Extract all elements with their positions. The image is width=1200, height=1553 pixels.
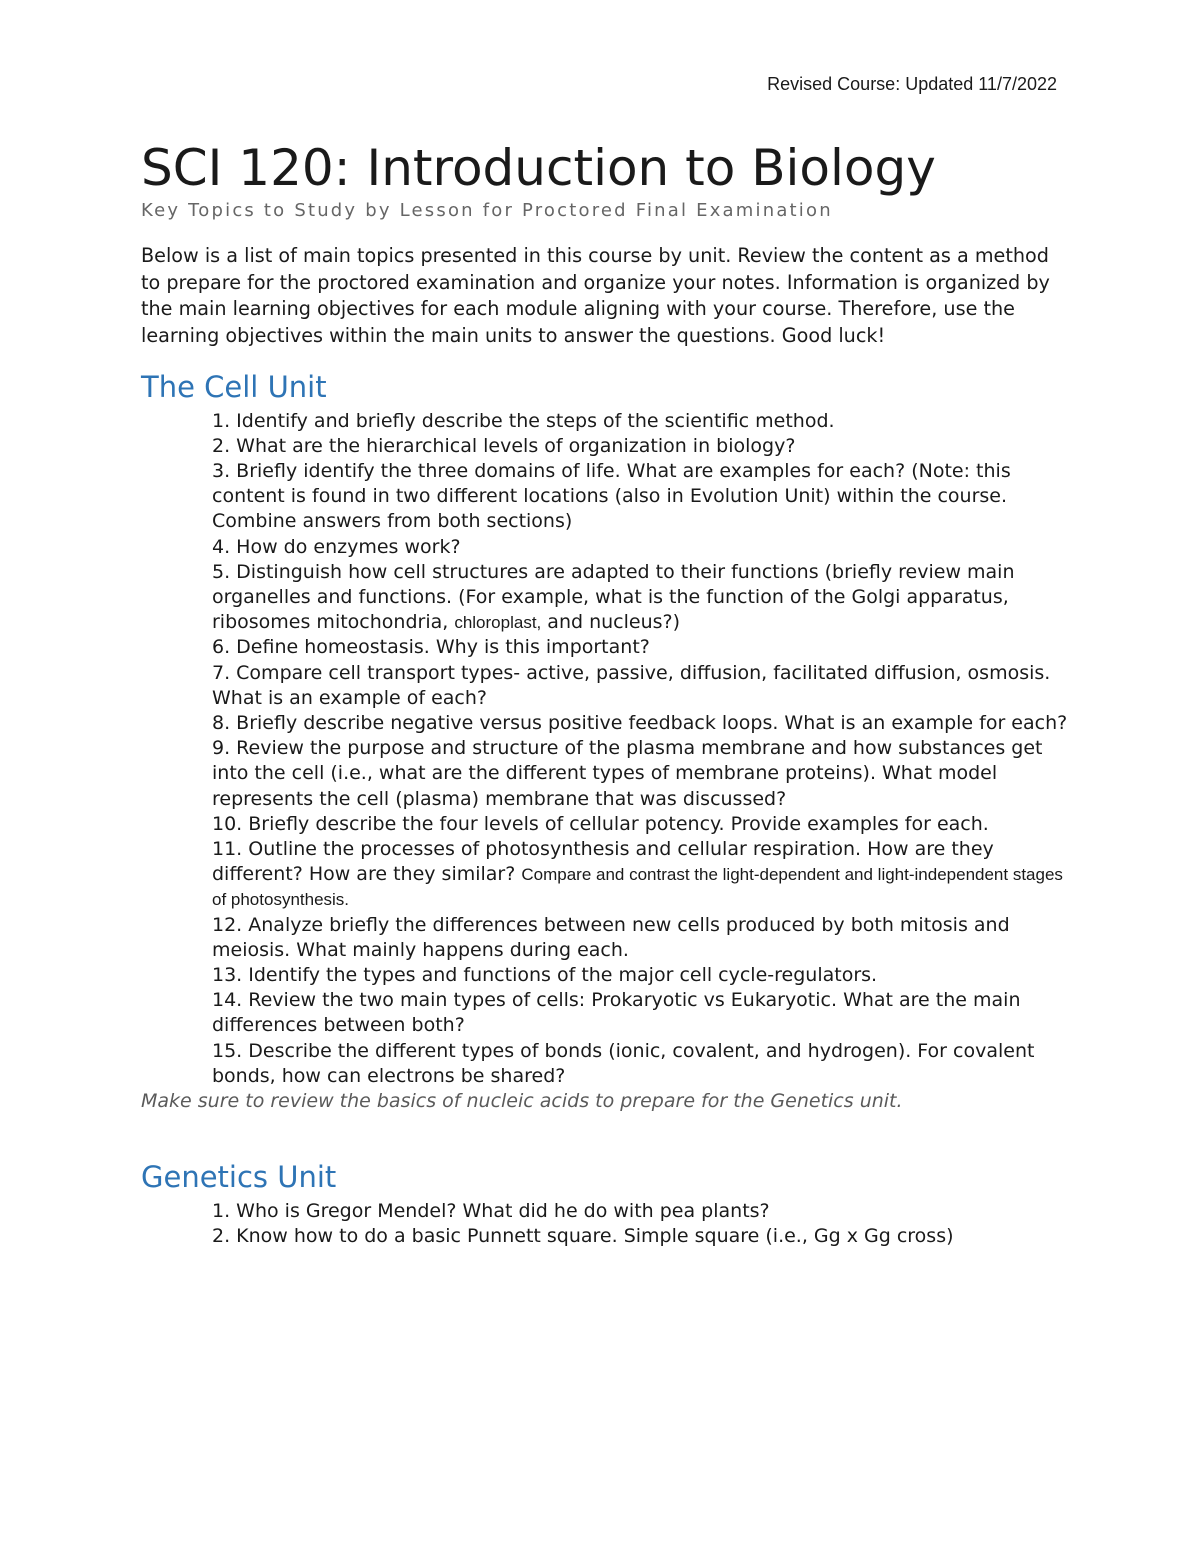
list-item: 7. Compare cell transport types- active, passive, diffusion, facilitated diffusion, osmosis. What is an example of each? [212,661,1051,709]
list-item: 2. Know how to do a basic Punnett square. Simple square (i.e., Gg x Gg cross) [212,1225,954,1248]
list-item: 3. Briefly identify the three domains of life. What are examples for each? (Note: this content is found in two different locations (also in Evolution Unit) within the course. Combine answers from both sections) [212,460,1011,533]
list-item: 1. Who is Gregor Mendel? What did he do with pea plants? [212,1200,770,1223]
list-item-text: and nucleus?) [541,611,681,634]
list-item-emphasis: Compare and contrast the light-dependent and light-independent stages of photosynthesis. [212,865,1063,910]
cell-unit-topic-list [141,409,1071,1089]
list-item: 6. Define homeostasis. Why is this important? [212,636,650,659]
genetics-unit-heading: Genetics Unit [141,1160,337,1195]
nucleic-acids-note: Make sure to review the basics of nucleic acids to prepare for the Genetics unit. [141,1090,903,1113]
list-item: 9. Review the purpose and structure of the plasma membrane and how substances get into the cell (i.e., what are the different types of membrane proteins). What model represents the cell (plasma) membrane that was discussed? [212,737,1043,810]
list-item: 14. Review the two main types of cells: Prokaryotic vs Eukaryotic. What are the main differences between both? [212,989,1021,1037]
list-item [212,837,1071,913]
list-item: 1. Identify and briefly describe the steps of the scientific method. [212,409,835,432]
list-item: 10. Briefly describe the four levels of cellular potency. Provide examples for each. [212,812,989,835]
list-item: 13. Identify the types and functions of the major cell cycle-regulators. [212,964,878,987]
list-item: 2. What are the hierarchical levels of organization in biology? [212,434,796,457]
list-item [212,560,1071,636]
document-body [141,138,1071,1250]
revision-note: Revised Course: Updated 11/7/2022 [767,74,1057,94]
list-item-text: 11. Outline the processes of photosynthesis and cellular respiration. How are they different? How are they similar? [212,838,994,886]
page-subtitle: Key Topics to Study by Lesson for Proctored Final Examination [141,200,833,221]
list-item: 8. Briefly describe negative versus positive feedback loops. What is an example for each? [212,712,1068,735]
cell-unit-heading: The Cell Unit [141,369,327,404]
genetics-unit-topic-list [141,1199,1071,1249]
list-item-text: 5. Distinguish how cell structures are adapted to their functions (briefly review main organelles and functions. (For example, what is the function of the Golgi apparatus, ribosomes mitochondria, [212,560,1015,634]
page-title: SCI 120: Introduction to Biology [141,139,936,197]
list-item-emphasis: chloroplast, [454,613,542,633]
list-item: 15. Describe the different types of bonds (ionic, covalent, and hydrogen). For covalent bonds, how can electrons be shared? [212,1039,1035,1087]
list-item: 4. How do enzymes work? [212,535,461,558]
list-item: 12. Analyze briefly the differences between new cells produced by both mitosis and meiosis. What mainly happens during each. [212,913,1010,961]
intro-paragraph: Below is a list of main topics presented in this course by unit. Review the content as a method to prepare for the proctored examination and organize your notes. Information is organized by the main learning objectives for each module aligning with your course. Therefore, use the learning objectives within the main units to answer the questions. Good luck! [141,244,1050,348]
